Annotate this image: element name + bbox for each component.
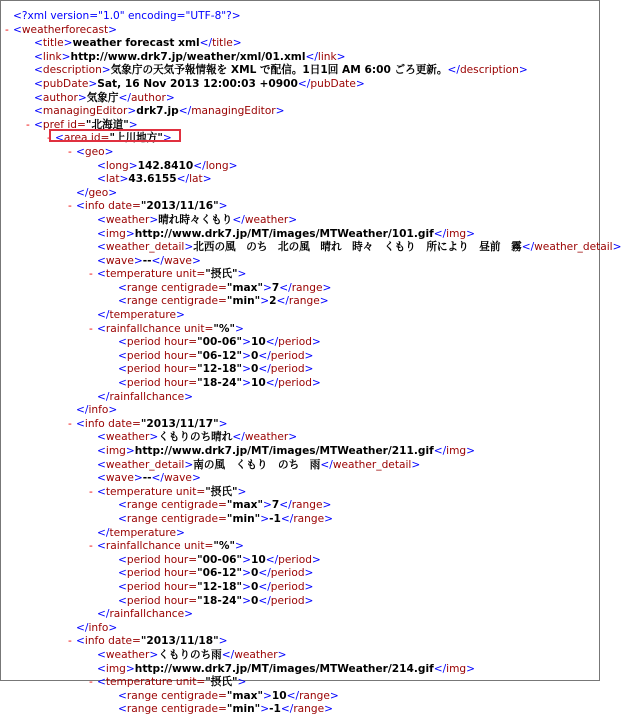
tag-name: title	[42, 37, 64, 50]
attr-value: "摂氏"	[205, 268, 238, 281]
tag-name: weather	[244, 213, 289, 226]
xml-element-weather	[1, 214, 599, 228]
tag-name: geo	[84, 145, 105, 158]
tag-name: period	[126, 377, 161, 390]
xml-tag-temperature	[1, 486, 599, 500]
element-value: 気象庁	[86, 91, 119, 104]
xml-element-link	[1, 51, 599, 65]
tag-name: range	[299, 689, 330, 702]
xml-tag-info	[1, 635, 599, 649]
element-value: -1	[269, 512, 281, 525]
tag-name: img	[446, 227, 467, 240]
line-content: <period hour="06-12">0</period>	[118, 349, 314, 362]
xml-element-wave	[1, 255, 599, 269]
tag-name: rainfallchance	[105, 322, 181, 335]
line-content: <weather_detail>南の風 くもり のち 雨</weather_detail>	[97, 458, 421, 471]
xml-tag-geo	[1, 146, 599, 160]
tag-name: range	[126, 281, 158, 294]
attr-value: "2013/11/16"	[140, 200, 219, 213]
collapse-toggle[interactable]: -	[68, 417, 72, 430]
element-value: http://www.drk7.jp/MT/images/MTWeather/214.gif	[134, 662, 434, 675]
attr-value: "12-18"	[197, 363, 243, 376]
line-content: </rainfallchance>	[97, 608, 194, 621]
line-content: <lat>43.6155</lat>	[97, 173, 212, 186]
line-content: <img>http://www.drk7.jp/MT/images/MTWeather/101.gif</img>	[97, 227, 476, 240]
tag-name: range	[126, 295, 158, 308]
xml-element-period	[1, 595, 599, 609]
line-content: <range centigrade="min">2</range>	[118, 295, 329, 308]
attr-value: "12-18"	[197, 580, 243, 593]
tag-name: weather	[244, 431, 289, 444]
xml-element-range	[1, 295, 599, 309]
tag-name: weather_detail	[534, 241, 613, 254]
xml-tag-weatherforecast	[1, 24, 599, 38]
element-value: 2	[269, 295, 277, 308]
line-content: <period hour="06-12">0</period>	[118, 567, 314, 580]
line-content: <rainfallchance unit="%">	[97, 540, 244, 553]
xml-element-img	[1, 663, 599, 677]
line-content: <period hour="18-24">0</period>	[118, 594, 314, 607]
tag-name: period	[126, 594, 161, 607]
line-content: <area id="上川地方">	[55, 132, 172, 145]
tag-name: period	[270, 594, 305, 607]
tag-name: pubDate	[310, 77, 356, 90]
xml-tag-temperature	[1, 268, 599, 282]
tag-name: lat	[105, 173, 120, 186]
line-content: <period hour="12-18">0</period>	[118, 363, 314, 376]
element-value: 7	[271, 499, 280, 512]
collapse-toggle[interactable]: -	[47, 132, 51, 145]
line-content: </geo>	[76, 186, 118, 199]
collapse-toggle[interactable]: -	[89, 268, 93, 281]
line-content: </info>	[76, 404, 118, 417]
element-value: weather forecast xml	[72, 37, 200, 50]
xml-element-period	[1, 350, 599, 364]
attr-value: "2013/11/18"	[140, 635, 219, 648]
tag-name: weather	[105, 648, 150, 661]
line-content: <weatherforecast>	[13, 23, 118, 36]
tag-name: wave	[105, 254, 134, 267]
element-value: 北西の風 のち 北の風 晴れ 時々 くもり 所により 昼前 霧	[193, 241, 522, 254]
attr-value: "%"	[213, 322, 236, 335]
tag-name: img	[105, 227, 126, 240]
element-value: -1	[269, 703, 281, 716]
line-content: <rainfallchance unit="%">	[97, 322, 244, 335]
tag-name: weather_detail	[332, 458, 412, 471]
line-content: <range centigrade="max">7</range>	[118, 499, 332, 512]
attr-value: "06-12"	[197, 349, 243, 362]
xml-element-range	[1, 513, 599, 527]
tag-name: period	[278, 336, 312, 349]
line-content: <description>気象庁の天気予報情報を XML で配信。1日1回 AM 6:00 ごろ更新。</description>	[34, 64, 528, 77]
line-content: <temperature unit="摂氏">	[97, 485, 247, 498]
line-content: </temperature>	[97, 309, 185, 322]
xml-tag-info	[1, 418, 599, 432]
element-value: 0	[250, 580, 259, 593]
line-content: <weather_detail>北西の風 のち 北の風 晴れ 時々 くもり 所により 昼前 霧</weather_detail>	[97, 241, 622, 254]
element-value: 10	[271, 689, 287, 702]
xml-tag-temperature	[1, 676, 599, 690]
line-content: <img>http://www.drk7.jp/MT/images/MTWeather/211.gif</img>	[97, 445, 476, 457]
element-value: 0	[250, 567, 259, 580]
attr-value: "max"	[226, 499, 263, 512]
collapse-toggle[interactable]: -	[68, 200, 72, 213]
collapse-toggle[interactable]: -	[68, 635, 72, 648]
tag-name: description	[42, 64, 102, 77]
tag-name: period	[278, 377, 312, 390]
xml-element-period	[1, 567, 599, 581]
tag-name: period	[126, 567, 161, 580]
tag-name: period	[270, 580, 305, 593]
tag-name: description	[459, 64, 519, 77]
attr-value: "min"	[226, 512, 261, 525]
line-content: <info date="2013/11/17">	[76, 417, 228, 430]
line-content: </rainfallchance>	[97, 390, 194, 403]
tag-name: temperature	[105, 676, 173, 689]
collapse-toggle[interactable]: -	[68, 145, 72, 158]
xml-element-wave	[1, 472, 599, 486]
line-content	[13, 10, 241, 24]
element-value: http://www.drk7.jp/MT/images/MTWeather/101.gif	[134, 227, 434, 240]
xml-element-period	[1, 581, 599, 595]
line-content: <range centigrade="max">10</range>	[118, 689, 339, 702]
xml-element-long	[1, 160, 599, 174]
xml-declaration	[1, 10, 599, 24]
line-content: <pref id="北海道">	[34, 118, 138, 131]
xml-tag-info	[1, 404, 599, 418]
line-content: <img>http://www.drk7.jp/MT/images/MTWeather/214.gif</img>	[97, 662, 476, 675]
attr-value: "min"	[226, 703, 261, 716]
tag-name: range	[126, 499, 158, 512]
element-value: 10	[250, 553, 266, 566]
tag-name: weather	[234, 648, 278, 661]
attr-value: "2013/11/17"	[140, 417, 219, 430]
tag-name: range	[291, 281, 323, 294]
tag-name: lat	[189, 173, 203, 186]
xml-element-pubDate	[1, 78, 599, 92]
xml-element-lat	[1, 173, 599, 187]
xml-element-title	[1, 37, 599, 51]
xml-tag-rainfallchance	[1, 391, 599, 405]
xml-element-range	[1, 703, 599, 717]
tag-name: wave	[163, 254, 192, 267]
tag-name: temperature	[109, 526, 177, 539]
xml-declaration-text: <?xml version="1.0" encoding="UTF-8"?>	[13, 10, 241, 22]
element-value: --	[142, 254, 152, 267]
tag-name: rainfallchance	[109, 390, 185, 403]
xml-element-img	[1, 445, 599, 459]
element-value: 7	[271, 281, 280, 294]
attr-value: "摂氏"	[205, 485, 238, 498]
element-value: --	[142, 472, 152, 485]
tag-name: temperature	[105, 268, 173, 281]
attr-value: "18-24"	[197, 377, 243, 390]
tag-name: info	[84, 417, 105, 430]
line-content: <long>142.8410</long>	[97, 159, 238, 172]
attr-value: "max"	[226, 689, 263, 702]
xml-tag-info	[1, 622, 599, 636]
element-value: http://www.drk7.jp/weather/xml/01.xml	[70, 50, 306, 63]
xml-tag-info	[1, 200, 599, 214]
tag-name: period	[126, 553, 161, 566]
tag-name: wave	[105, 472, 134, 485]
line-content: <geo>	[76, 145, 114, 158]
line-content: <pubDate>Sat, 16 Nov 2013 12:00:03 +0900</pubDate>	[34, 77, 365, 90]
line-content: <info date="2013/11/16">	[76, 200, 228, 213]
tag-name: period	[126, 336, 161, 349]
xml-element-range	[1, 690, 599, 704]
tag-name: info	[88, 404, 109, 417]
collapse-toggle[interactable]: -	[89, 540, 93, 553]
tag-name: managingEditor	[42, 105, 128, 118]
element-value: 0	[250, 349, 259, 362]
tag-name: managingEditor	[191, 105, 276, 118]
attr-value: "06-12"	[197, 567, 243, 580]
tag-name: geo	[88, 186, 109, 199]
xml-tag-rainfallchance	[1, 323, 599, 337]
tag-name: weather_detail	[105, 241, 185, 254]
attr-value: "摂氏"	[205, 676, 238, 689]
tag-name: title	[212, 37, 233, 50]
element-value: 10	[250, 377, 266, 390]
tag-name: pubDate	[42, 77, 89, 90]
line-content: <range centigrade="min">-1</range>	[118, 703, 334, 716]
tag-name: weather	[105, 431, 150, 444]
xml-element-range	[1, 499, 599, 513]
element-value: くもりのち雨	[158, 648, 222, 661]
tag-name: weather	[105, 213, 150, 226]
element-value: 0	[250, 594, 259, 607]
element-value: 43.6155	[128, 173, 177, 186]
tag-name: long	[205, 159, 229, 172]
attr-value: "上川地方"	[109, 132, 163, 145]
tag-name: img	[446, 662, 467, 675]
line-content: <period hour="12-18">0</period>	[118, 580, 314, 593]
line-content: <weather>晴れ時々くもり</weather>	[97, 213, 298, 226]
element-value: Sat, 16 Nov 2013 12:00:03 +0900	[97, 77, 298, 90]
xml-tag-geo	[1, 187, 599, 201]
xml-element-period	[1, 363, 599, 377]
tag-name: period	[278, 553, 312, 566]
line-content: <wave>--</wave>	[97, 254, 201, 267]
tag-name: range	[293, 703, 325, 716]
tag-name: period	[126, 580, 161, 593]
line-content: <period hour="00-06">10</period>	[118, 336, 321, 349]
line-content: <temperature unit="摂氏">	[97, 268, 247, 281]
xml-element-img	[1, 228, 599, 242]
element-value: 0	[250, 363, 259, 376]
tag-name: author	[130, 91, 166, 104]
tag-name: period	[270, 567, 305, 580]
tag-name: info	[84, 200, 105, 213]
xml-element-author	[1, 92, 599, 106]
tag-name: period	[270, 363, 305, 376]
line-content: </temperature>	[97, 526, 185, 539]
tag-name: range	[126, 512, 158, 525]
line-content: </info>	[76, 621, 118, 634]
line-content: <info date="2013/11/18">	[76, 635, 228, 648]
xml-element-weather_detail	[1, 459, 599, 473]
tag-name: weather_detail	[105, 458, 185, 471]
xml-element-weather	[1, 649, 599, 663]
tag-name: rainfallchance	[109, 608, 185, 621]
tag-name: long	[105, 159, 129, 172]
attr-value: "max"	[226, 281, 263, 294]
xml-element-period	[1, 377, 599, 391]
tag-name: img	[105, 662, 126, 675]
xml-tree	[1, 10, 622, 717]
element-value: くもりのち晴れ	[158, 431, 233, 444]
element-value: drk7.jp	[136, 105, 179, 118]
tag-name: temperature	[109, 309, 177, 322]
attr-value: "00-06"	[197, 553, 243, 566]
tag-name: link	[317, 50, 337, 63]
line-content: <link>http://www.drk7.jp/weather/xml/01.xml</link>	[34, 50, 346, 63]
element-value: 晴れ時々くもり	[158, 213, 233, 226]
collapse-toggle[interactable]: -	[89, 676, 93, 689]
xml-element-description	[1, 64, 599, 78]
line-content: <period hour="00-06">10</period>	[118, 553, 321, 566]
tag-name: img	[105, 445, 126, 457]
attr-value: "00-06"	[197, 336, 243, 349]
line-content: <period hour="18-24">10</period>	[118, 377, 321, 390]
line-content: <range centigrade="min">-1</range>	[118, 512, 334, 525]
xml-element-managingEditor	[1, 105, 599, 119]
attr-value: "北海道"	[85, 118, 129, 131]
attr-value: "min"	[226, 295, 261, 308]
tag-name: weatherforecast	[21, 23, 109, 36]
element-value: 気象庁の天気予報情報を XML で配信。1日1回 AM 6:00 ごろ更新。	[110, 64, 448, 77]
attr-value: "%"	[213, 540, 236, 553]
tag-name: info	[88, 621, 109, 634]
tag-name: range	[291, 499, 323, 512]
line-content: <weather>くもりのち雨</weather>	[97, 648, 287, 661]
tag-name: link	[42, 50, 62, 63]
element-value: http://www.drk7.jp/MT/images/MTWeather/211.gif	[134, 445, 434, 457]
tag-name: range	[288, 295, 320, 308]
line-content: <range centigrade="max">7</range>	[118, 281, 332, 294]
tag-name: range	[126, 689, 158, 702]
element-value: 142.8410	[137, 159, 194, 172]
collapse-toggle[interactable]: -	[5, 23, 9, 36]
tag-name: area	[63, 132, 88, 145]
tag-name: info	[84, 635, 105, 648]
tag-name: temperature	[105, 485, 173, 498]
xml-element-period	[1, 554, 599, 568]
tag-name: period	[126, 349, 161, 362]
collapse-toggle[interactable]: -	[89, 322, 93, 335]
xml-tag-temperature	[1, 309, 599, 323]
attr-value: "18-24"	[197, 594, 243, 607]
tag-name: period	[270, 349, 305, 362]
tag-name: img	[446, 445, 467, 457]
xml-element-period	[1, 336, 599, 350]
line-content: <author>気象庁</author>	[34, 91, 175, 104]
collapse-toggle[interactable]: -	[26, 118, 30, 131]
xml-tag-rainfallchance	[1, 608, 599, 622]
xml-tag-rainfallchance	[1, 540, 599, 554]
tag-name: range	[293, 512, 325, 525]
line-content: <wave>--</wave>	[97, 472, 201, 485]
xml-element-weather_detail	[1, 241, 622, 255]
xml-tag-temperature	[1, 527, 599, 541]
element-value: 10	[250, 336, 266, 349]
collapse-toggle[interactable]: -	[89, 485, 93, 498]
element-value: 南の風 くもり のち 雨	[193, 458, 321, 471]
line-content: <temperature unit="摂氏">	[97, 676, 247, 689]
tag-name: rainfallchance	[105, 540, 181, 553]
tag-name: range	[126, 703, 158, 716]
tag-name: pref	[42, 118, 64, 131]
line-content: <weather>くもりのち晴れ</weather>	[97, 431, 298, 444]
tag-name: period	[126, 363, 161, 376]
tag-name: author	[42, 91, 78, 104]
highlight-box	[49, 129, 181, 145]
line-content: <title>weather forecast xml</title>	[34, 37, 242, 50]
tag-name: wave	[163, 472, 192, 485]
xml-element-weather	[1, 431, 599, 445]
line-content: <managingEditor>drk7.jp</managingEditor>	[34, 105, 285, 118]
xml-element-range	[1, 282, 599, 296]
